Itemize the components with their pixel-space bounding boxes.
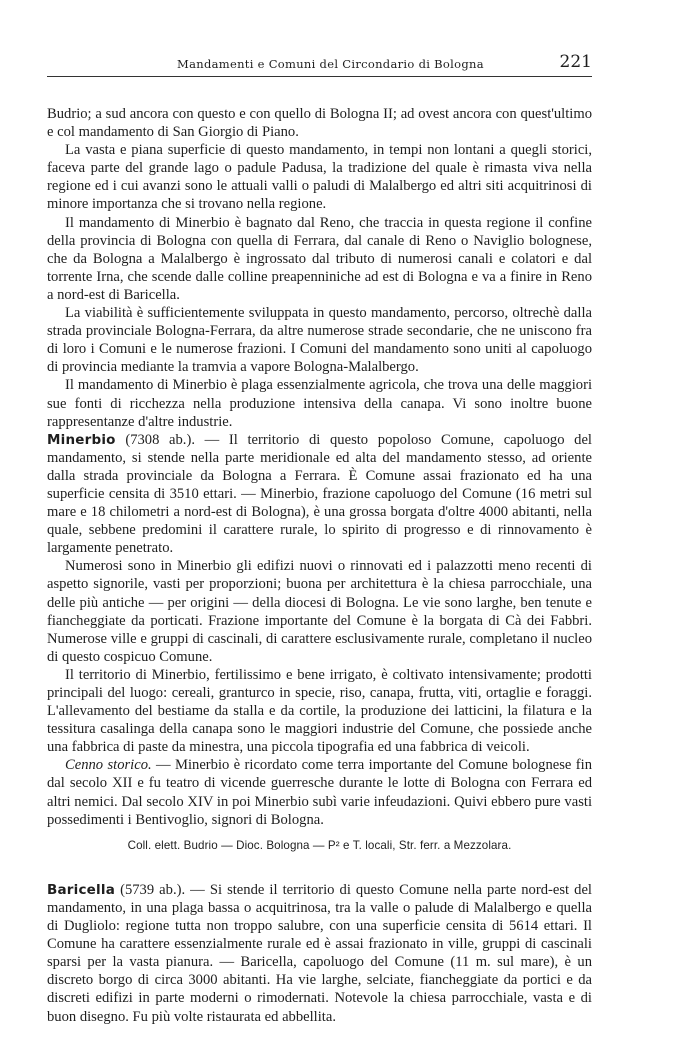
cenno-storico: [47, 756, 592, 828]
cenno-text: — Minerbio è ricordato come terra importante del Comune bolognese fin dal secolo XII e fu teatro di vicende guerresche durante le lotte di Bologna con Ferrara ed altri nemici. Dal secolo XIV in poi Minerbio subì varie infeudazioni. Quivi ebbero pure vasti possedimenti i Bentivoglio, signori di Bologna.: [47, 757, 592, 828]
paragraph: La vasta e piana superficie di questo mandamento, in tempi non lontani a quegli storici, faceva parte del grande lago o padule Padusa, la tradizione del quale è rimasta viva nella regione ed i cui avanzi sono le attuali valli o paludi di Malalbergo ed altri siti acquitrinosi di minore importanza che si trovano nella regione.: [47, 142, 592, 213]
entry-population: (7308 ab.).: [125, 431, 195, 448]
baricella-entry: [47, 881, 592, 1026]
paragraph: Budrio; a sud ancora con questo e con quello di Bologna II; ad ovest ancora con quest'ultimo e col mandamento di San Giorgio di Piano.: [47, 106, 592, 141]
page-body: [47, 105, 592, 1026]
paragraph: Il territorio di Minerbio, fertilissimo e bene irrigato, è coltivato intensivamente; prodotti principali del luogo: cereali, granturco in specie, riso, canapa, frutta, viti, ortaglie e foraggi. L'allevamento del bestiame da stalla e da cortile, la produzione dei latticini, la filatura e la tessitura casalinga della canapa sono le maggiori industrie del Comune, che possiede anche una fabbrica di paste da minestra, una piccola tipografia ed una fabbrica di veicoli.: [47, 666, 592, 756]
entry-population: (5739 ab.).: [120, 881, 186, 898]
running-header: [47, 52, 592, 77]
entry-name: Minerbio: [47, 431, 116, 448]
entry-text: — Il territorio di questo popoloso Comune, capoluogo del mandamento, si stende nella parte meridionale ed alta del mandamento stesso, ad oriente dalla strada provinciale da Bologna a Ferrara. È Comune assai frazionato ed ha una superficie censita di 3510 ettari. — Minerbio, frazione capoluogo del Comune (16 metri sul mare e 18 chilometri a nord-est di Bologna), è una grossa borgata d'oltre 4000 abitanti, nella quale, sebbene predomini il carattere rurale, lo spirito di progresso e di rinnovamento è largamente penetrato.: [47, 431, 592, 557]
paragraph: Il mandamento di Minerbio è plaga essenzialmente agricola, che trova una delle maggiori sue fonti di ricchezza nella produzione intensiva della canapa. Vi sono inoltre buone rappresentanze d'altre industrie.: [47, 377, 592, 430]
paragraph: Il mandamento di Minerbio è bagnato dal Reno, che traccia in questa regione il confine della provincia di Bologna con quella di Ferrara, dal canale di Reno o Naviglio bolognese, che da Bologna a Malalbergo è ingrossato dal tributo di numerosi canali e colatori e dal torrente Irna, che scende dalle colline preapenniniche ad est di Bologna e va a finire in Reno a nord-est di Baricella.: [47, 214, 592, 303]
electoral-note: Coll. elett. Budrio — Dioc. Bologna — P² e T. locali, Str. ferr. a Mezzolara.: [127, 838, 512, 852]
entry-text: — Si stende il territorio di questo Comune nella parte nord-est del mandamento, in una plaga bassa o acquitrinosa, tra la valle o palude di Malalbergo e quella di Dugliolo: regione tutta non troppo salubre, con una superficie censita di 5614 ettari. Il Comune ha carattere essenzialmente rurale ed è assai frazionato in ville, gruppi di cascinali sparsi per la vasta pianura. — Baricella, capoluogo del Comune (11 m. sul mare), è un discreto borgo di circa 3000 abitanti. Ha vie larghe, selciate, fiancheggiate da portici e da discreti edifizi in parte moderni o rimodernati. Notevole la chiesa parrocchiale, vasta e di buon disegno. Fu più volte ristaurata ed abbellita.: [47, 881, 592, 1025]
minerbio-entry: [47, 431, 592, 558]
paragraph: Numerosi sono in Minerbio gli edifizi nuovi o rinnovati ed i palazzotti meno recenti di aspetto signorile, vasti per proporzioni; buona per architettura è la chiesa parrocchiale, una delle più antiche — per origini — della diocesi di Bologna. Le vie sono larghe, ben tenute e fiancheggiate da porticati. Frazione importante del Comune è la borgata di Cà dei Fabbri. Numerose ville e gruppi di cascinali, di carattere esclusivamente rurale, completano il nucleo di questo cospicuo Comune.: [47, 558, 592, 665]
header-title: Mandamenti e Comuni del Circondario di Bologna: [177, 57, 484, 71]
page-number: 221: [559, 52, 592, 72]
cenno-label: Cenno storico.: [65, 757, 152, 774]
book-page: [47, 52, 592, 1026]
entry-name: Baricella: [47, 881, 116, 898]
paragraph: La viabilità è sufficientemente sviluppata in questo mandamento, percorso, oltrechè dalla strada provinciale Bologna-Ferrara, da altre numerose strade secondarie, che ne uniscono fra di loro i Comuni e le numerose frazioni. I Comuni del mandamento sono uniti al capoluogo di provincia mediante la tramvia a vapore Bologna-Malalbergo.: [47, 305, 592, 376]
